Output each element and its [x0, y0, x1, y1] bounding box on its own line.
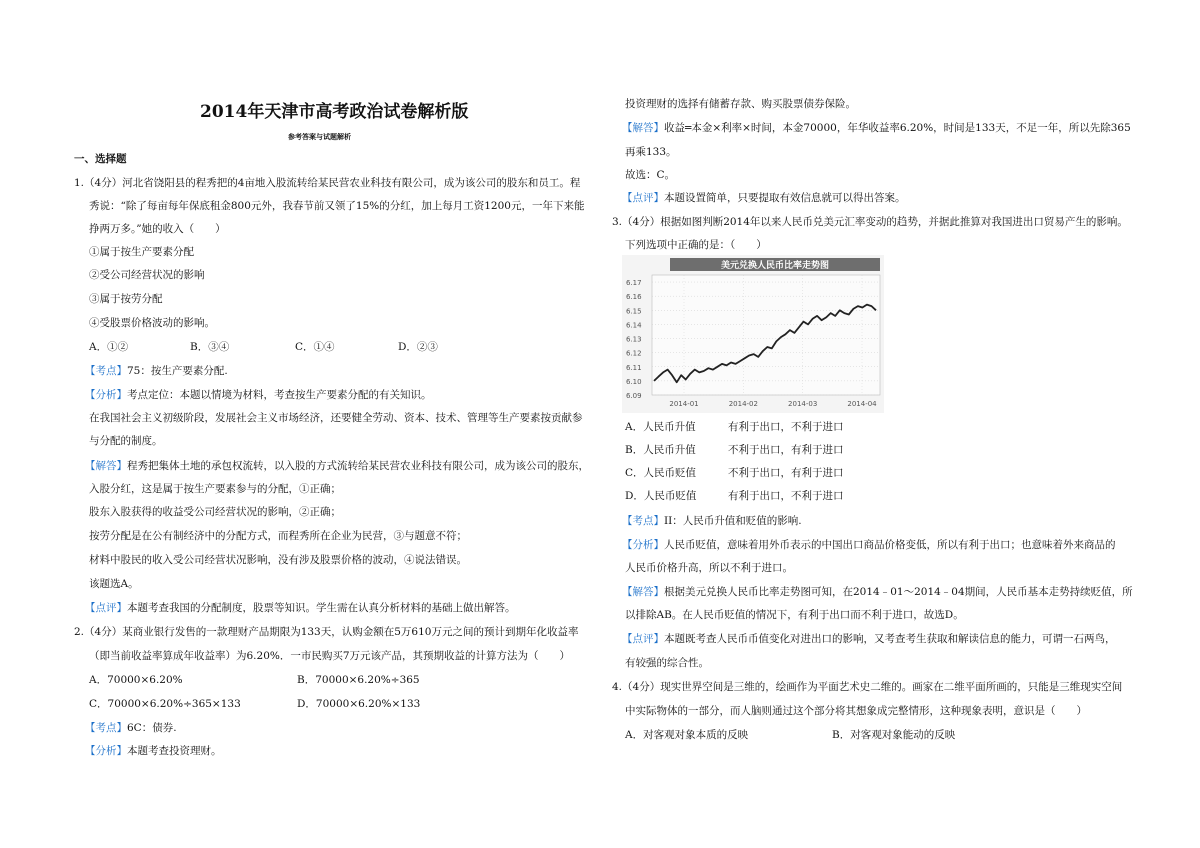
y-tick-label: 6.10 [626, 377, 642, 386]
exchange-rate-chart [622, 255, 884, 413]
q1-jieda-line-5: 材料中股民的收入受公司经营状况影响，没有涉及股票价格的波动，④说法错误。 [89, 554, 467, 566]
q3-option-a-choice: A．人民币升值 [625, 421, 696, 433]
q3-option-a-effect: 有利于出口，不利于进口 [728, 421, 844, 433]
q1-stem-line-3: 挣两万多。”她的收入（ ） [89, 223, 226, 235]
plot-area [652, 275, 880, 395]
q3-dianping-line-2: 有较强的综合性。 [625, 657, 709, 669]
q1-stem-line-2: 秀说：“除了每亩每年保底租金800元外，我春节前又领了15%的分红，加上每月工资1200元，一年下来能 [89, 200, 585, 212]
q1-option-a: A．①② [89, 341, 129, 353]
fenxi-text: 本题考查投资理财。 [127, 745, 222, 757]
kaodian-text: 75：按生产要素分配. [127, 365, 228, 377]
q3-option-b-effect: 不利于出口，有利于进口 [728, 444, 844, 456]
q4-stem-line-2: 中实际物体的一部分，而人脑则通过这个部分将其想象成完整情形，这种现象表明，意识是（ ） [625, 705, 1087, 717]
q2-option-a: A．70000×6.20% [89, 674, 183, 686]
dianping-text: 本题既考查人民币币值变化对进出口的影响，又考查考生获取和解读信息的能力，可谓一石两鸟， [664, 633, 1116, 645]
q2-fenxi [85, 744, 222, 758]
q1-item-1: ①属于按生产要素分配 [89, 246, 194, 258]
y-tick-label: 6.17 [626, 279, 642, 288]
q1-option-c: C．①④ [295, 341, 335, 353]
y-tick-label: 6.14 [626, 321, 642, 330]
q2-stem-line-1: 2.（4分）某商业银行发售的一款理财产品期限为133天，认购金额在5万610万元之间的预计到期年化收益率 [74, 626, 579, 638]
fenxi-tag: 【分析】 [85, 745, 127, 757]
dianping-tag: 【点评】 [85, 602, 127, 614]
q3-option-d-choice: D．人民币贬值 [625, 490, 697, 502]
q1-kaodian [85, 364, 228, 378]
q2-jieda-line-2: 再乘133。 [625, 146, 677, 158]
y-tick-label: 6.15 [626, 307, 642, 316]
q1-option-b: B．③④ [190, 341, 230, 353]
jieda-text: 收益═本金×利率×时间，本金70000，年华收益率6.20%，时间是133天，不足一年，所以先除365 [664, 122, 1131, 134]
dianping-tag: 【点评】 [622, 192, 664, 204]
q1-dianping [85, 601, 516, 615]
y-tick-label: 6.11 [626, 363, 642, 372]
q1-item-2: ②受公司经营状况的影响 [89, 269, 205, 281]
jieda-text: 根据美元兑换人民币比率走势图可知，在2014﹣01～2014﹣04期间，人民币基本走势持续贬值，所 [664, 586, 1133, 598]
dianping-text: 本题设置简单，只要提取有效信息就可以得出答案。 [664, 192, 906, 204]
q1-stem-line-1: 1.（4分）河北省饶阳县的程秀把的4亩地入股流转给某民营农业科技有限公司，成为该公司的股东和员工。程 [74, 177, 581, 189]
q2-option-d: D．70000×6.20%×133 [297, 698, 421, 710]
q3-kaodian [622, 514, 802, 528]
document-subtitle: 参考答案与试题解析 [288, 132, 351, 141]
q1-jieda-line-2: 入股分红，这是属于按生产要素参与的分配，①正确； [89, 483, 341, 495]
q2-stem-line-2: （即当前收益率算成年收益率）为6.20%．一市民购买7万元该产品，其预期收益的计算方法为（ ） [89, 650, 571, 662]
q2-dianping [622, 191, 906, 205]
x-tick-label: 2014-01 [669, 400, 699, 408]
q1-item-4: ④受股票价格波动的影响。 [89, 317, 215, 329]
y-tick-label: 6.13 [626, 335, 642, 344]
document-title: 2014年天津市高考政治试卷解析版 [200, 102, 469, 122]
q2-kaodian [85, 721, 177, 735]
x-tick-label: 2014-02 [728, 400, 758, 408]
kaodian-tag: 【考点】 [85, 722, 127, 734]
q3-jieda-line-2: 以排除AB。在人民币贬值的情况下，有利于出口而不利于进口，故选D。 [625, 609, 964, 621]
q1-item-3: ③属于按劳分配 [89, 293, 163, 305]
q2-option-c: C．70000×6.20%÷365×133 [89, 698, 241, 710]
kaodian-tag: 【考点】 [85, 365, 127, 377]
jieda-tag: 【解答】 [85, 460, 127, 472]
q2-jieda [622, 121, 1131, 135]
q3-dianping [622, 632, 1116, 646]
dianping-tag: 【点评】 [622, 633, 664, 645]
fenxi-tag: 【分析】 [85, 389, 127, 401]
q3-stem-line-1: 3.（4分）根据如图判断2014年以来人民币兑美元汇率变动的趋势，并据此推算对我国进出口贸易产生的影响。 [612, 216, 1128, 228]
chart-title: 美元兑换人民币比率走势图 [720, 261, 830, 271]
q1-option-d: D．②③ [398, 341, 438, 353]
q3-fenxi [622, 538, 1116, 552]
q4-stem-line-1: 4.（4分）现实世界空间是三维的，绘画作为平面艺术史二维的。画家在二维平面所画的，只能是三维现实空间 [612, 681, 1123, 693]
q4-option-b: B．对客观对象能动的反映 [832, 729, 956, 741]
q1-jieda-line-3: 股东入股获得的收益受公司经营状况的影响，②正确； [89, 506, 341, 518]
x-tick-label: 2014-04 [847, 400, 877, 408]
fenxi-text: 人民币贬值，意味着用外币表示的中国出口商品价格变低，所以有利于出口；也意味着外来商品的 [664, 539, 1116, 551]
q3-option-c-choice: C．人民币贬值 [625, 467, 697, 479]
q4-option-a: A．对客观对象本质的反映 [625, 729, 749, 741]
jieda-tag: 【解答】 [622, 122, 664, 134]
q3-jieda [622, 585, 1133, 599]
fenxi-text: 考点定位：本题以情境为材料，考查按生产要素分配的有关知识。 [127, 389, 432, 401]
dianping-text: 本题考查我国的分配制度，股票等知识。学生需在认真分析材料的基础上做出解答。 [127, 602, 516, 614]
q3-stem-line-2: 下列选项中正确的是：（ ） [625, 239, 767, 251]
kaodian-text: 6C：债券. [127, 722, 177, 734]
x-tick-label: 2014-03 [788, 400, 818, 408]
q3-fenxi-line-2: 人民币价格升高，所以不利于进口。 [625, 562, 793, 574]
q2-fenxi-continued: 投资理财的选择有储蓄存款、购买股票债券保险。 [625, 98, 856, 110]
q3-option-b-choice: B．人民币升值 [625, 444, 696, 456]
q1-fenxi-line-2: 在我国社会主义初级阶段，发展社会主义市场经济，还要健全劳动、资本、技术、管理等生产要素按贡献参 [89, 412, 583, 424]
jieda-text: 程秀把集体土地的承包权流转，以入股的方式流转给某民营农业科技有限公司，成为该公司的股东， [127, 460, 589, 472]
y-tick-label: 6.12 [626, 349, 642, 358]
q3-option-c-effect: 不利于出口，有利于进口 [728, 467, 844, 479]
kaodian-tag: 【考点】 [622, 515, 664, 527]
section-heading: 一、选择题 [74, 153, 127, 165]
q1-jieda-line-4: 按劳分配是在公有制经济中的分配方式，而程秀所在企业为民营，③与题意不符； [89, 530, 467, 542]
jieda-tag: 【解答】 [622, 586, 664, 598]
q3-option-d-effect: 有利于出口，不利于进口 [728, 490, 844, 502]
q1-fenxi [85, 388, 432, 402]
q1-jieda-line-6: 该题选A。 [89, 578, 139, 590]
q2-jieda-line-3: 故选：C。 [625, 169, 676, 181]
q1-fenxi-line-3: 与分配的制度。 [89, 435, 163, 447]
fenxi-tag: 【分析】 [622, 539, 664, 551]
kaodian-text: II：人民币升值和贬值的影响. [664, 515, 802, 527]
q2-option-b: B．70000×6.20%÷365 [297, 674, 420, 686]
q1-jieda [85, 459, 589, 473]
exchange-rate-chart-svg [622, 255, 884, 413]
y-tick-label: 6.16 [626, 293, 642, 302]
y-tick-label: 6.09 [626, 392, 642, 400]
